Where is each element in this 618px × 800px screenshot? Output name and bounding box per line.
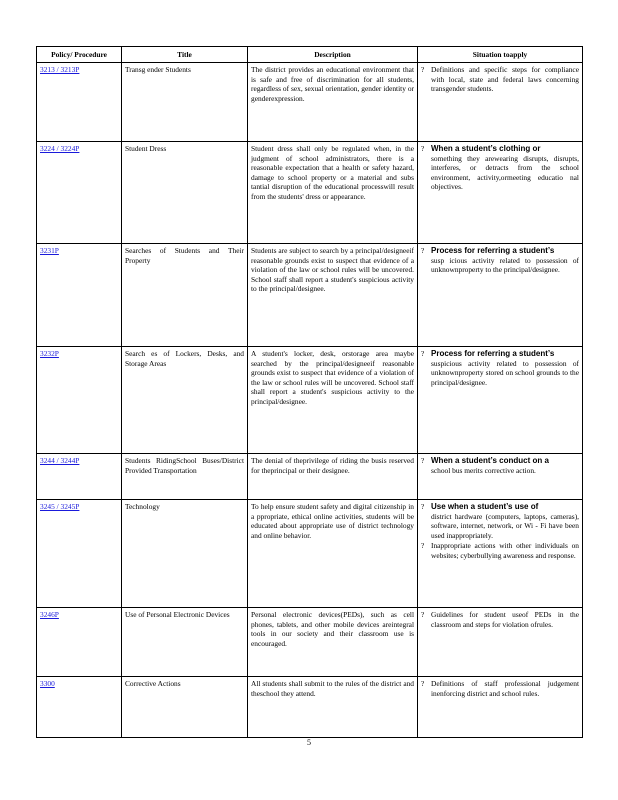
bullet-icon: ? [421, 456, 425, 465]
policy-link[interactable]: 3244 / 3244P [40, 456, 80, 465]
policy-link[interactable]: 3300 [40, 679, 55, 688]
situation-text-block [431, 541, 579, 560]
situation-cell [418, 677, 583, 738]
situation-text-block [431, 144, 579, 192]
policy-link[interactable]: 3245 / 3245P [40, 502, 80, 511]
header-situation: Situation toapply [418, 47, 583, 63]
table-row [37, 244, 583, 347]
situation-text: Guidelines for student useof PEDs in the classroom and steps for violation ofrules. [431, 610, 579, 629]
bullet-icon: ? [421, 502, 425, 511]
table-row [37, 500, 583, 608]
situation-item [421, 246, 579, 275]
policy-cell [37, 142, 122, 244]
header-title: Title [122, 47, 248, 63]
policy-cell [37, 500, 122, 608]
title-cell: Transg ender Students [122, 63, 248, 142]
page-number: 5 [307, 738, 311, 747]
policy-cell [37, 347, 122, 454]
description-cell: Student dress shall only be regulated when, in the judgment of school administrators, there is a reasonable expectation that a health or safety hazard, damage to school property or a material and subs tantial disruption of the educational processwill result from the students' dress or appearance. [248, 142, 418, 244]
situation-lead: Process for referring a student’s [431, 349, 555, 358]
situation-cell [418, 63, 583, 142]
bullet-icon: ? [421, 610, 425, 619]
situation-item [421, 65, 579, 94]
table-row [37, 454, 583, 500]
bullet-icon: ? [421, 679, 425, 688]
situation-lead: Process for referring a student’s [431, 246, 555, 255]
bullet-icon: ? [421, 246, 425, 255]
table-header-row [37, 47, 583, 63]
situation-text-block [431, 65, 579, 94]
table-row [37, 677, 583, 738]
situation-text: suspicious activity related to possession of unknownproperty stored on school grounds to the principal/designee. [431, 358, 579, 387]
situation-text-block [431, 502, 579, 540]
situation-item [421, 144, 579, 192]
description-cell: All students shall submit to the rules of the district and theschool they attend. [248, 677, 418, 738]
header-description: Description [248, 47, 418, 63]
policy-cell [37, 608, 122, 677]
situation-lead: When a student’s conduct on a [431, 456, 549, 465]
situation-text-block [431, 610, 579, 629]
situation-item [421, 541, 579, 560]
situation-text: Inappropriate actions with other individuals on websites; cyberbullying awareness and response. [431, 541, 579, 560]
description-cell: Students are subject to search by a principal/designeeif reasonable grounds exist to suspect that evidence of a violation of the law or school rules will be uncovered. School staff shall report a student's suspicious activity to the principal/designee. [248, 244, 418, 347]
situation-text: Definitions and specific steps for compliance with local, state and federal laws concerning transgender students. [431, 65, 579, 94]
situation-text: susp icious activity related to possession of unknownproperty to the principal/designee. [431, 255, 579, 275]
situation-cell [418, 500, 583, 608]
situation-text: district hardware (computers, laptops, cameras), software, internet, network, or Wi - Fi have been used inappropriately. [431, 511, 579, 540]
title-cell: Searches of Students and Their Property [122, 244, 248, 347]
situation-text-block [431, 679, 579, 698]
policy-cell [37, 244, 122, 347]
policy-link[interactable]: 3213 / 3213P [40, 65, 80, 74]
situation-cell [418, 244, 583, 347]
policy-link[interactable]: 3232P [40, 349, 59, 358]
policy-link[interactable]: 3224 / 3224P [40, 144, 80, 153]
situation-cell [418, 347, 583, 454]
situation-item [421, 679, 579, 698]
bullet-icon: ? [421, 65, 425, 74]
policy-link[interactable]: 3231P [40, 246, 59, 255]
bullet-icon: ? [421, 541, 425, 551]
policy-cell [37, 677, 122, 738]
title-cell: Student Dress [122, 142, 248, 244]
header-policy: Policy/ Procedure [37, 47, 122, 63]
situation-text-block [431, 246, 579, 275]
situation-cell [418, 608, 583, 677]
policy-cell [37, 454, 122, 500]
title-cell: Students RidingSchool Buses/District Provided Transportation [122, 454, 248, 500]
situation-item [421, 349, 579, 387]
situation-text: something they arewearing disrupts, disrupts, interferes, or detracts from the school environment, activity,ormeeting educatio nal objectives. [431, 153, 579, 192]
situation-text-block [431, 456, 579, 475]
situation-item [421, 502, 579, 540]
description-cell: To help ensure student safety and digital citizenship in a ppropriate, ethical online activities, students will be educated about appropriate use of district technology and online behavior. [248, 500, 418, 608]
title-cell: Technology [122, 500, 248, 608]
title-cell: Corrective Actions [122, 677, 248, 738]
situation-item [421, 456, 579, 475]
table-row [37, 608, 583, 677]
policy-link[interactable]: 3246P [40, 610, 59, 619]
description-cell: Personal electronic devices(PEDs), such as cell phones, tablets, and other mobile devices areintegral tools in our society and their classroom use is encouraged. [248, 608, 418, 677]
table-row [37, 63, 583, 142]
situation-lead: Use when a student’s use of [431, 502, 539, 511]
description-cell: A student's locker, desk, orstorage area maybe searched by the principal/designeeif reasonable grounds exist to suspect that evidence of a violation of the law or school rules will be uncovered. School staff shall report a student's suspicious activity to the principal/designee. [248, 347, 418, 454]
table-row [37, 142, 583, 244]
situation-lead: When a student’s clothing or [431, 144, 541, 153]
description-cell: The district provides an educational environment that is safe and free of discrimination for all students, regardless of sex, sexual orientation, gender identity or genderexpression. [248, 63, 418, 142]
situation-cell [418, 454, 583, 500]
situation-text-block [431, 349, 579, 387]
title-cell: Use of Personal Electronic Devices [122, 608, 248, 677]
situation-cell [418, 142, 583, 244]
bullet-icon: ? [421, 144, 425, 153]
situation-text: school bus merits corrective action. [431, 465, 536, 475]
bullet-icon: ? [421, 349, 425, 358]
description-cell: The denial of theprivilege of riding the busis reserved for theprincipal or their designee. [248, 454, 418, 500]
policy-table [36, 46, 583, 738]
title-cell: Search es of Lockers, Desks, and Storage Areas [122, 347, 248, 454]
situation-item [421, 610, 579, 629]
policy-cell [37, 63, 122, 142]
table-row [37, 347, 583, 454]
situation-text: Definitions of staff professional judgement inenforcing district and school rules. [431, 679, 579, 698]
